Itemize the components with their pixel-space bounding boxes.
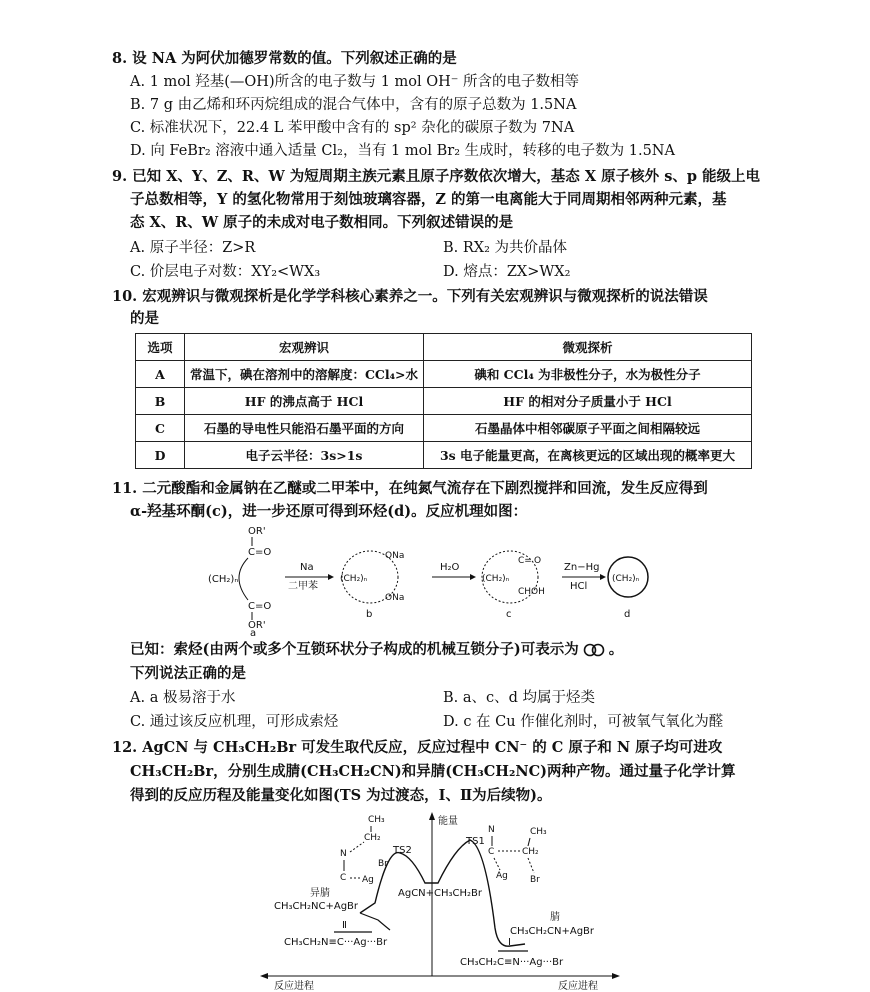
q11-option-c: C. 通过该反应机理，可形成索烃 xyxy=(130,714,339,730)
ts2-atom: C xyxy=(340,873,347,883)
table-cell: 碘和 CCl₄ 为非极性分子，水为极性分子 xyxy=(424,361,752,388)
step1-reagent: Na xyxy=(300,562,314,573)
svg-text:(CH₂)ₙ: (CH₂)ₙ xyxy=(340,574,368,584)
table-cell: 石墨晶体中相邻碳原子平面之间相隔较远 xyxy=(424,415,752,442)
table-cell: HF 的沸点高于 HCl xyxy=(185,388,424,415)
ts2-atom: CH₂ xyxy=(364,833,381,843)
table-header: 选项 xyxy=(136,334,185,361)
nitrile-label: 腈 xyxy=(550,912,560,923)
label-d: d xyxy=(624,609,631,620)
int1-label: Ⅰ xyxy=(508,937,511,948)
q12-energy-diagram xyxy=(260,808,620,992)
table-header: 宏观辨识 xyxy=(185,334,424,361)
ts1-atom: Br xyxy=(530,875,540,885)
q8-option-d: D. 向 FeBr₂ 溶液中通入适量 Cl₂，当有 1 mol Br₂ 生成时，转移的电子数为 1.5NA xyxy=(130,143,675,159)
q12-stem-line2: CH₃CH₂Br，分别生成腈(CH₃CH₂CN)和异腈(CH₃CH₂NC)两种产物。通过量子化学计算 xyxy=(130,763,736,780)
x-axis-right: 反应进程 xyxy=(558,981,598,992)
label-c: c xyxy=(506,609,512,620)
svg-text:(CH₂)ₙ: (CH₂)ₙ xyxy=(612,574,640,584)
ts1-atom: CH₂ xyxy=(522,847,539,857)
step2-reagent: H₂O xyxy=(440,562,460,573)
q9-stem-line1: 9. 已知 X、Y、Z、R、W 为短周期主族元素且原子序数依次增大，基态 X 原子核外 s、p 能级上电 xyxy=(112,168,761,185)
ts2-atom: CH₃ xyxy=(368,815,385,825)
a-chain: (CH₂)ₙ xyxy=(208,574,239,585)
table-cell: 常温下，碘在溶剂中的溶解度：CCl₄>水 xyxy=(185,361,424,388)
table-row xyxy=(136,388,752,415)
table-row xyxy=(136,415,752,442)
ts2-atom: Br xyxy=(378,859,388,869)
reactants-label: AgCN+CH₃CH₂Br xyxy=(398,888,483,899)
svg-text:C=O: C=O xyxy=(248,547,272,558)
table-cell: A xyxy=(136,361,185,388)
q8-option-c: C. 标准状况下，22.4 L 苯甲酸中含有的 sp² 杂化的碳原子数为 7NA xyxy=(130,120,575,136)
b-ona-bottom: ONa xyxy=(385,593,405,603)
q11-known: 已知：索烃(由两个或多个互锁环状分子构成的机械互锁分子)可表示为 。 xyxy=(130,641,624,658)
a-bottom-or: OR' xyxy=(248,620,266,631)
isonitrile-product: CH₃CH₂NC+AgBr xyxy=(274,901,359,912)
table-row xyxy=(136,442,752,469)
q12-stem-line3: 得到的反应历程及能量变化如图(TS 为过渡态，Ⅰ、Ⅱ为后续物)。 xyxy=(130,787,552,804)
c-choh: CHOH xyxy=(518,587,545,597)
q8-option-b: B. 7 g 由乙烯和环丙烷组成的混合气体中，含有的原子总数为 1.5NA xyxy=(130,97,577,113)
q12-stem-line1: 12. AgCN 与 CH₃CH₂Br 可发生取代反应，反应过程中 CN⁻ 的 C 原子和 N 原子均可进攻 xyxy=(112,739,723,756)
q9-stem-line2: 子总数相等，Y 的氢化物常用于刻蚀玻璃容器，Z 的第一电离能大于同周期相邻两种元素，基 xyxy=(130,191,727,208)
table-cell: 电子云半径：3s>1s xyxy=(185,442,424,469)
ts1-atom: N xyxy=(488,825,495,835)
table-cell: 3s 电子能量更高，在离核更远的区域出现的概率更大 xyxy=(424,442,752,469)
b-ona-top: ONa xyxy=(385,551,405,561)
step1-solvent: 二甲苯 xyxy=(288,581,318,592)
isonitrile-label: 异腈 xyxy=(310,888,330,899)
q11-ask: 下列说法正确的是 xyxy=(130,665,246,682)
table-cell: 石墨的导电性只能沿石墨平面的方向 xyxy=(185,415,424,442)
step3-acid: HCl xyxy=(570,581,588,592)
table-header-row xyxy=(136,334,752,361)
q9-option-c: C. 价层电子对数：XY₂<WX₃ xyxy=(130,264,321,280)
q11-option-a: A. a 极易溶于水 xyxy=(130,690,236,706)
label-b: b xyxy=(366,609,373,620)
q9-stem-line3: 态 X、R、W 原子的未成对电子数相同。下列叙述错误的是 xyxy=(130,214,514,231)
q8-stem: 8. 设 NA 为阿伏加德罗常数的值。下列叙述正确的是 xyxy=(112,50,457,67)
table-cell: C xyxy=(136,415,185,442)
a-ceo: C=O xyxy=(248,601,272,612)
q9-option-d: D. 熔点：ZX>WX₂ xyxy=(443,264,571,280)
int1-structure: CH₃CH₂C≡N···Ag···Br xyxy=(460,957,564,968)
q9-option-a: A. 原子半径：Z>R xyxy=(130,240,256,256)
c-oxygen: O xyxy=(534,556,542,566)
energy-axis-label: 能量 xyxy=(438,816,458,827)
ts2-label: TS2 xyxy=(393,845,412,856)
q10-stem-line2: 的是 xyxy=(130,310,159,327)
x-axis-left: 反应进程 xyxy=(274,981,314,992)
label-a: a xyxy=(250,628,257,637)
ts1-atom: C xyxy=(488,847,495,857)
table-row xyxy=(136,361,752,388)
q11-stem-line1: 11. 二元酸酯和金属钠在乙醚或二甲苯中，在纯氮气流存在下剧烈搅拌和回流，发生反应得到 xyxy=(112,480,708,497)
q10-table xyxy=(135,333,752,469)
catenane-icon xyxy=(581,643,609,657)
q11-known-text: 已知：索烃(由两个或多个互锁环状分子构成的机械互锁分子)可表示为 xyxy=(130,641,579,658)
int2-structure: CH₃CH₂N≡C···Ag···Br xyxy=(284,937,388,948)
ts1-atom: Ag xyxy=(496,871,508,881)
q11-option-d: D. c 在 Cu 作催化剂时，可被氧气氧化为醛 xyxy=(443,714,724,730)
q11-stem-line2: α-羟基环酮(c)，进一步还原可得到环烃(d)。反应机理如图： xyxy=(130,503,528,520)
table-cell: B xyxy=(136,388,185,415)
table-cell: HF 的相对分子质量小于 HCl xyxy=(424,388,752,415)
int2-label: Ⅱ xyxy=(342,920,347,931)
a-top-or: OR' xyxy=(248,526,266,537)
nitrile-product: CH₃CH₂CN+AgBr xyxy=(510,926,595,937)
ts1-label: TS1 xyxy=(466,836,485,847)
q11-option-b: B. a、c、d 均属于烃类 xyxy=(443,690,596,706)
ts2-atom: Ag xyxy=(362,875,374,885)
svg-text:(CH₂)ₙ: (CH₂)ₙ xyxy=(482,574,510,584)
q11-reaction-scheme xyxy=(200,522,660,637)
table-cell: D xyxy=(136,442,185,469)
q9-option-b: B. RX₂ 为共价晶体 xyxy=(443,240,568,256)
ts1-atom: CH₃ xyxy=(530,827,547,837)
ts2-atom: N xyxy=(340,849,347,859)
step3-reagent: Zn−Hg xyxy=(564,562,600,573)
q10-stem-line1: 10. 宏观辨识与微观探析是化学学科核心素养之一。下列有关宏观辨识与微观探析的说法错误 xyxy=(112,288,708,305)
table-header: 微观探析 xyxy=(424,334,752,361)
svg-text:C=: C= xyxy=(518,556,532,566)
q8-option-a: A. 1 mol 羟基(—OH)所含的电子数与 1 mol OH⁻ 所含的电子数相等 xyxy=(130,74,580,90)
